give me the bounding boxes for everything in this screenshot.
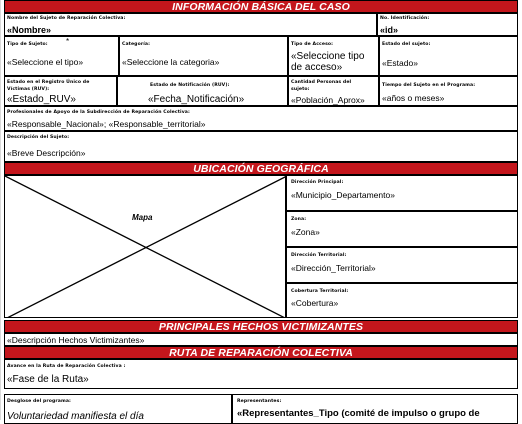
field-label: Categoría: bbox=[122, 42, 151, 47]
field-value: Voluntariedad manifiesta el día bbox=[7, 411, 144, 422]
field-value: «Municipio_Departamento» bbox=[291, 190, 395, 200]
field-value: «Representantes_Tipo (comité de impulso o grupo de bbox=[237, 408, 480, 419]
field-direccion-territorial[interactable] bbox=[286, 247, 518, 283]
field-label: Tipo de Acceso: bbox=[291, 42, 334, 47]
field-label: Profesionales de Apoyo de la Subdirección de Reparación Colectiva: bbox=[7, 110, 190, 115]
field-label: Tipo de Sujeto: bbox=[7, 42, 48, 47]
map-placeholder[interactable] bbox=[4, 175, 286, 318]
field-fecha-notificacion[interactable] bbox=[117, 76, 288, 106]
field-label: Avance en la Ruta de Reparación Colectiva : bbox=[7, 364, 126, 369]
field-cobertura[interactable] bbox=[286, 283, 518, 318]
field-zona[interactable] bbox=[286, 211, 518, 247]
field-label: Descripción del Sujeto: bbox=[7, 135, 70, 140]
field-value: «Cobertura» bbox=[291, 298, 339, 308]
field-descripcion[interactable] bbox=[4, 131, 518, 162]
field-hechos[interactable] bbox=[4, 333, 518, 346]
field-estado-ruv[interactable] bbox=[4, 76, 117, 106]
field-value: «Responsable_Nacional»; «Responsable_territorial» bbox=[7, 119, 206, 129]
field-label-line1: Estado en el Registro Único de bbox=[7, 80, 90, 85]
field-categoria[interactable] bbox=[119, 36, 288, 76]
required-marker: * bbox=[66, 37, 70, 46]
field-label: Estado de Notificación (RUV): bbox=[150, 83, 230, 88]
header-hechos: PRINCIPALES HECHOS VICTIMIZANTES bbox=[4, 320, 518, 333]
field-estado[interactable] bbox=[379, 36, 518, 76]
field-value: «Fecha_Notificación» bbox=[148, 94, 245, 105]
field-value: «id» bbox=[380, 25, 399, 35]
field-label: Zona: bbox=[291, 217, 307, 222]
field-tiempo[interactable] bbox=[379, 76, 518, 106]
field-label: Cobertura Territorial: bbox=[291, 289, 349, 294]
field-label: Dirección Territorial: bbox=[291, 253, 347, 258]
field-value: «Estado» bbox=[382, 58, 418, 68]
field-label: Dirección Principal: bbox=[291, 180, 344, 185]
field-value-line1: «Seleccione tipo bbox=[291, 51, 365, 62]
field-value: «Dirección_Territorial» bbox=[291, 263, 376, 273]
field-label: Tiempo del Sujeto en el Programa: bbox=[382, 83, 476, 88]
field-value: «Descripción Hechos Victimizantes» bbox=[7, 335, 145, 345]
field-value: «Estado_RUV» bbox=[7, 94, 76, 105]
field-fase[interactable] bbox=[4, 359, 518, 389]
header-ubicacion: UBICACIÓN GEOGRÁFICA bbox=[4, 162, 518, 175]
field-label: Estado del sujeto: bbox=[382, 42, 431, 47]
field-profesionales[interactable] bbox=[4, 106, 518, 131]
map-cross-icon bbox=[5, 176, 286, 318]
field-value: «Seleccione el tipo» bbox=[7, 57, 84, 67]
field-label-line2: sujeto: bbox=[291, 87, 310, 92]
gridline bbox=[0, 0, 1, 420]
field-tipo[interactable] bbox=[4, 36, 119, 76]
map-label: Mapa bbox=[132, 213, 153, 222]
header-ruta: RUTA DE REPARACIÓN COLECTIVA bbox=[4, 346, 518, 359]
field-value-line2: de acceso» bbox=[291, 62, 343, 73]
field-nombre[interactable] bbox=[4, 13, 377, 36]
field-label: Representantes: bbox=[237, 399, 282, 404]
field-value: «Zona» bbox=[291, 227, 320, 237]
field-label: No. Identificación: bbox=[380, 16, 430, 21]
field-value: «Breve Descripción» bbox=[7, 148, 86, 158]
field-value: «años o meses» bbox=[382, 93, 445, 103]
field-value: «Nombre» bbox=[7, 25, 52, 35]
field-value: «Fase de la Ruta» bbox=[7, 374, 89, 385]
field-value: «Población_Aprox» bbox=[291, 95, 365, 105]
field-municipio[interactable] bbox=[286, 175, 518, 211]
field-id[interactable] bbox=[377, 13, 518, 36]
field-label-line2: Víctimas (RUV): bbox=[7, 87, 50, 92]
field-poblacion[interactable] bbox=[288, 76, 379, 106]
field-label: Desglose del programa: bbox=[7, 399, 71, 404]
header-basic-info: INFORMACIÓN BÁSICA DEL CASO bbox=[4, 0, 518, 13]
field-label: Nombre del Sujeto de Reparación Colectiva: bbox=[7, 16, 126, 21]
field-label-line1: Cantidad Personas del bbox=[291, 80, 352, 85]
field-value: «Seleccione la categoria» bbox=[122, 57, 220, 67]
field-acceso[interactable] bbox=[288, 36, 379, 76]
